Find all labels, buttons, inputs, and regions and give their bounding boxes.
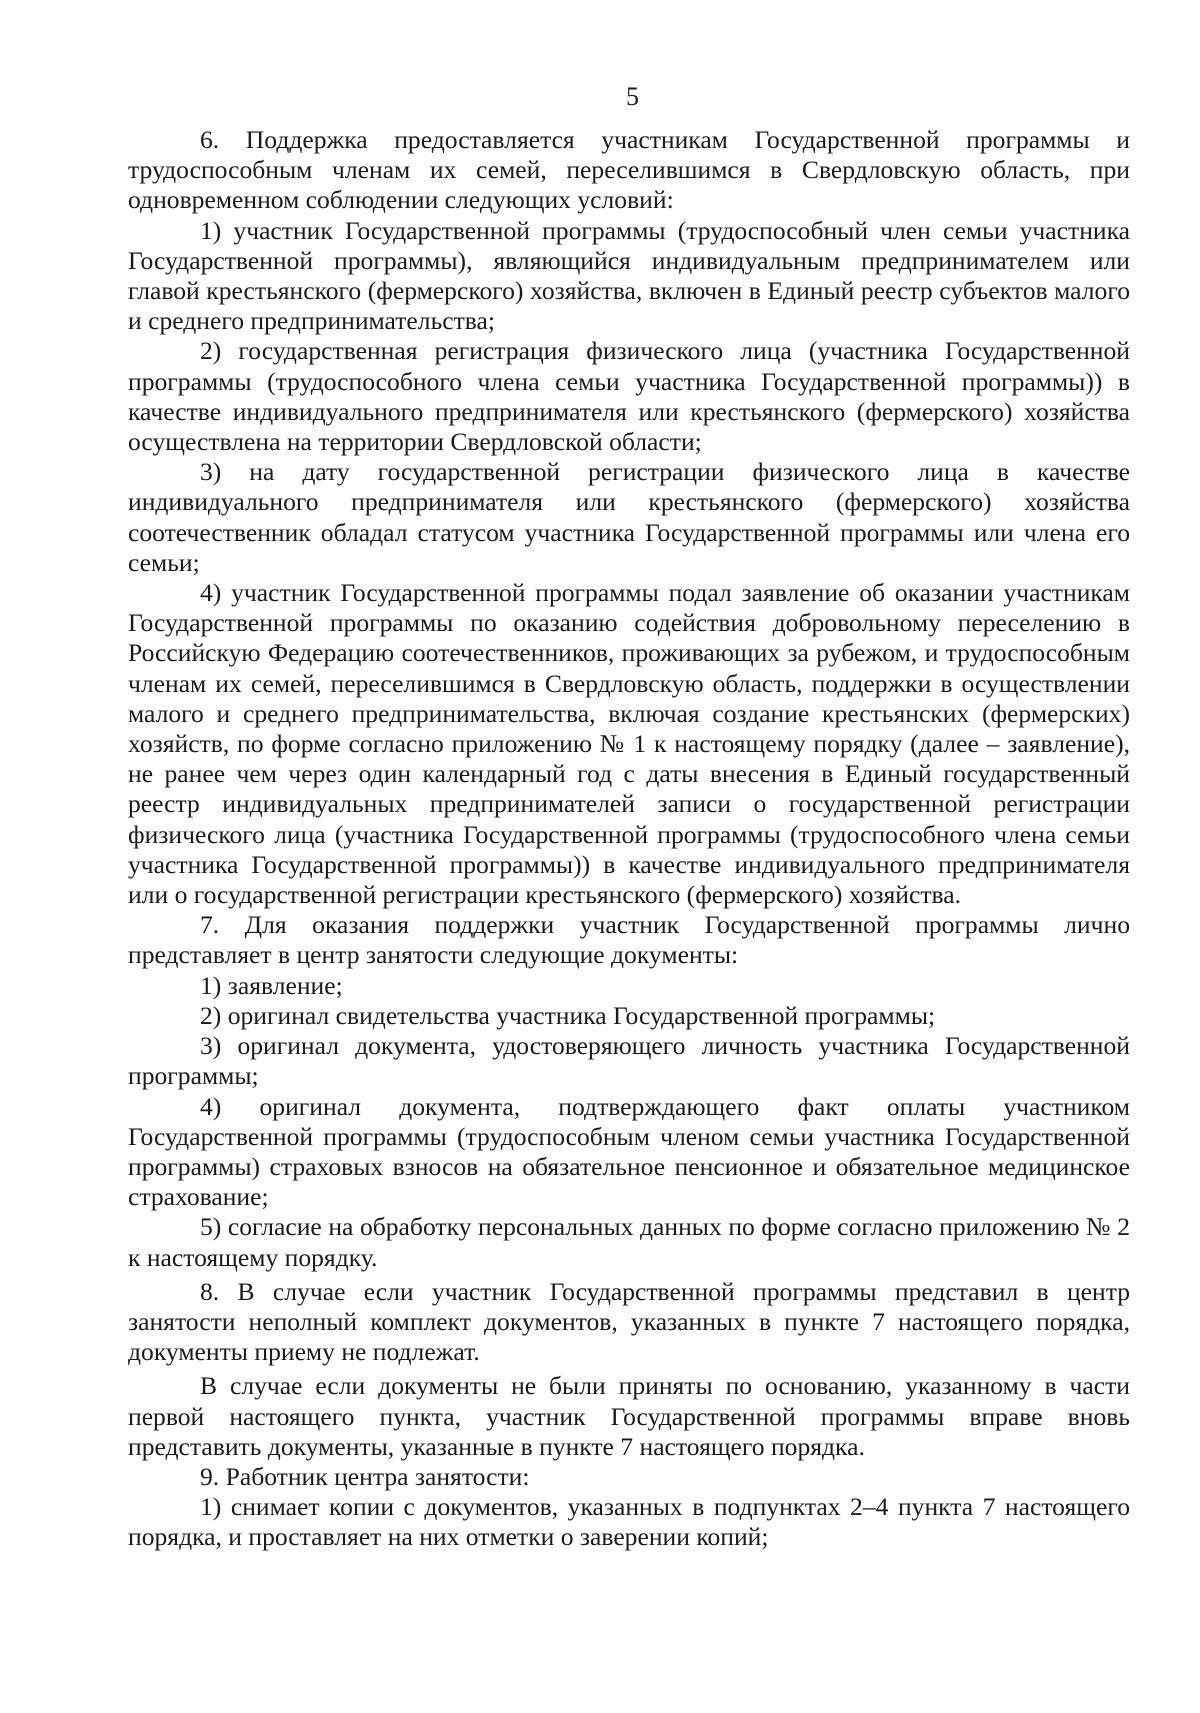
paragraph-6-item-4: 4) участник Государственной программы подал заявление об оказании участникам Государственной программы по оказанию содействия добровольному переселению в Российскую Федерацию соотечественников, проживающих за рубежом, и трудоспособным членам их семей, переселившимся в Свердловскую область, поддержки в осуществлении малого и среднего предпринимательства, включая создание крестьянских (фермерских) хозяйств, по форме согласно приложению № 1 к настоящему порядку (далее – заявление), не ранее чем через один календарный год с даты внесения в Единый государственный реестр индивидуальных предпринимателей записи о государственной регистрации физического лица (участника Государственной программы (трудоспособного члена семьи участника Государственной программы)) в качестве индивидуального предпринимателя или о государственной регистрации крестьянского (фермерского) хозяйства. [128, 578, 1130, 910]
paragraph-7-item-2: 2) оригинал свидетельства участника Государственной программы; [200, 1000, 936, 1030]
paragraph-7-item-3: 3) оригинал документа, удостоверяющего личность участника Государственной программы; [128, 1031, 1130, 1091]
paragraph-6-item-2: 2) государственная регистрация физического лица (участника Государственной программы (трудоспособного члена семьи участника Государственной программы)) в качестве индивидуального предпринимателя или крестьянского (фермерского) хозяйства осуществлена на территории Свердловской области; [128, 336, 1130, 457]
paragraph-6-item-3: 3) на дату государственной регистрации физического лица в качестве индивидуального предпринимателя или крестьянского (фермерского) хозяйства соотечественник обладал статусом участника Государственной программы или члена его семьи; [128, 457, 1130, 577]
paragraph-9-item-1: 1) снимает копии с документов, указанных в подпунктах 2–4 пункта 7 настоящего порядка, и проставляет на них отметки о заверении копий; [128, 1492, 1130, 1552]
paragraph-6: 6. Поддержка предоставляется участникам Государственной программы и трудоспособным членам их семей, переселившимся в Свердловскую область, при одновременном соблюдении следующих условий: [128, 125, 1130, 215]
paragraph-7-item-5: 5) согласие на обработку персональных данных по форме согласно приложению № 2 к настоящему порядку. [128, 1212, 1130, 1272]
paragraph-8: 8. В случае если участник Государственной программы представил в центр занятости неполный комплект документов, указанных в пункте 7 настоящего порядка, документы приему не подлежат. [128, 1276, 1130, 1367]
paragraph-7-item-4: 4) оригинал документа, подтверждающего факт оплаты участником Государственной программы (трудоспособным членом семьи участника Государственной программы) страховых взносов на обязательное пенсионное и обязательное медицинское страхование; [128, 1091, 1130, 1212]
paragraph-6-item-1: 1) участник Государственной программы (трудоспособный член семьи участника Государственной программы), являющийся индивидуальным предпринимателем или главой крестьянского (фермерского) хозяйства, включен в Единый реестр субъектов малого и среднего предпринимательства; [128, 215, 1130, 336]
page-number: 5 [626, 82, 639, 111]
paragraph-8-part-2: В случае если документы не были приняты по основанию, указанному в части первой настоящего пункта, участник Государственной программы вправе вновь представить документы, указанные в пункте 7 настоящего порядка. [128, 1371, 1130, 1461]
paragraph-7-item-1: 1) заявление; [200, 970, 343, 1000]
paragraph-9: 9. Работник центра занятости: [200, 1461, 530, 1491]
document-body [128, 125, 1130, 1553]
paragraph-7: 7. Для оказания поддержки участник Государственной программы лично представляет в центр занятости следующие документы: [128, 910, 1130, 970]
